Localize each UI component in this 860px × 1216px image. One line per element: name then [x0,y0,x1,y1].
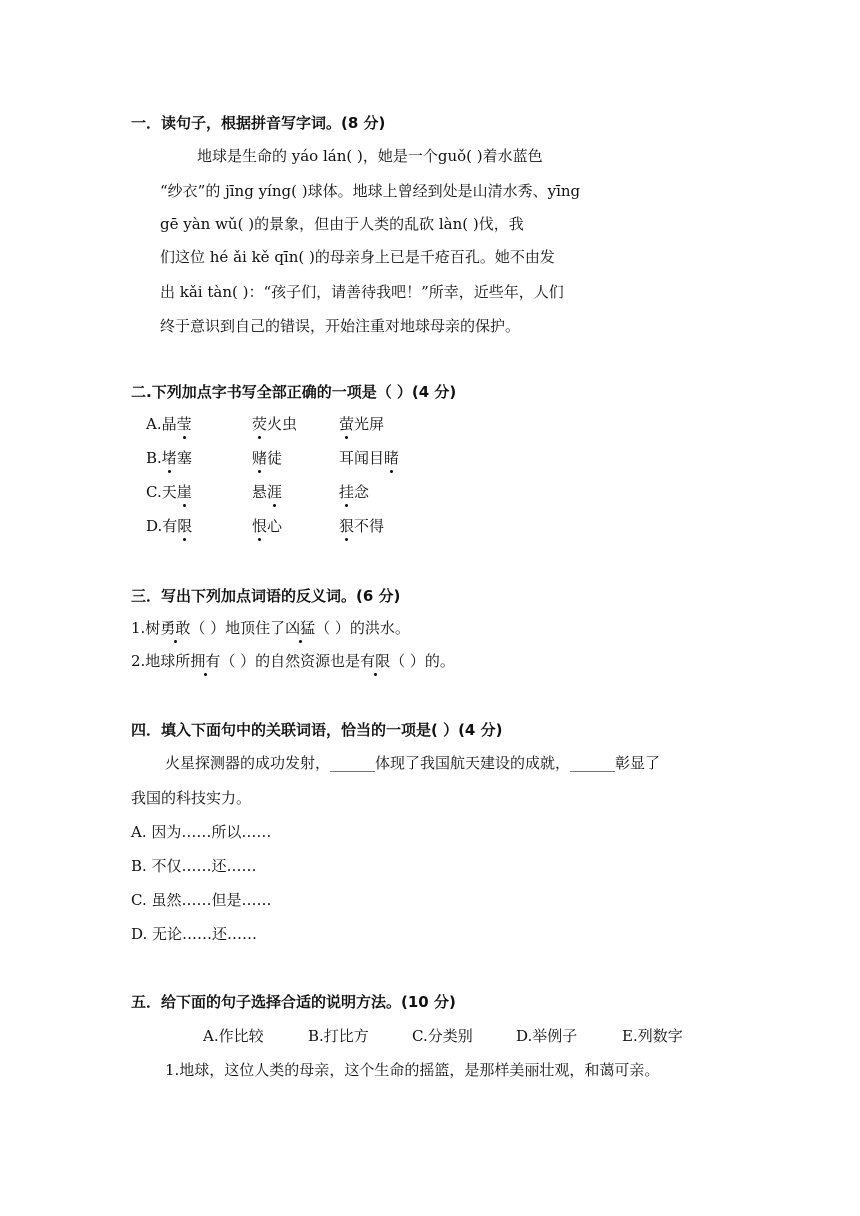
q4-line-2: 我国的科技实力。 [131,789,252,807]
q4-option-c: C. 虽然……但是…… [131,891,272,909]
q5-choice-b: B.打比方 [308,1027,369,1045]
q5-choice-e: E.列数字 [622,1027,683,1045]
q5-title: 五．给下面的句子选择合适的说明方法。(10 分) [131,993,456,1011]
q5-item-1: 1.地球，这位人类的母亲，这个生命的摇篮，是那样美丽壮观，和蔼可亲。 [165,1061,660,1079]
q1-line-6: 终于意识到自己的错误，开始注重对地球母亲的保护。 [160,317,521,335]
q3-line-2: 2.地球所拥有（ ）的自然资源也是有限（ ）的。 [131,652,455,670]
q3-title: 三．写出下列加点词语的反义词。(6 分) [131,587,401,605]
q1-line-1: 地球是生命的 yáo lán( )，她是一个guǒ( )着水蓝色 [197,147,543,165]
q5-choice-d: D.举例子 [516,1027,578,1045]
q3-line-1: 1.树勇敢（ ）地顶住了凶猛（ ）的洪水。 [131,619,410,637]
q1-line-5: 出 kǎi tàn( )：“孩子们，请善待我吧！”所幸，近些年，人们 [160,283,564,301]
q4-option-d: D. 无论……还…… [131,925,258,943]
q1-line-3: gē yàn wǔ( )的景象，但由于人类的乱砍 làn( )伐，我 [160,215,524,233]
q5-choice-c: C.分类别 [412,1027,473,1045]
q4-title: 四．填入下面句中的关联词语，恰当的一项是( ）(4 分) [131,721,503,739]
q2-title: 二.下列加点字书写全部正确的一项是（ ）(4 分) [131,383,457,401]
q1-line-2: “纱衣”的 jīng yíng( )球体。地球上曾经到处是山清水秀、yīng [160,182,581,200]
q1-line-4: 们这位 hé ǎi kě qīn( )的母亲身上已是千疮百孔。她不由发 [160,248,555,266]
q1-title: 一．读句子，根据拼音写字词。(8 分) [131,114,386,132]
q5-choice-a: A.作比较 [203,1027,264,1045]
q4-option-a: A. 因为……所以…… [131,823,272,841]
q4-line-1: 火星探测器的成功发射，______体现了我国航天建设的成就，______彰显了 [165,754,661,772]
q4-option-b: B. 不仅……还…… [131,857,257,875]
